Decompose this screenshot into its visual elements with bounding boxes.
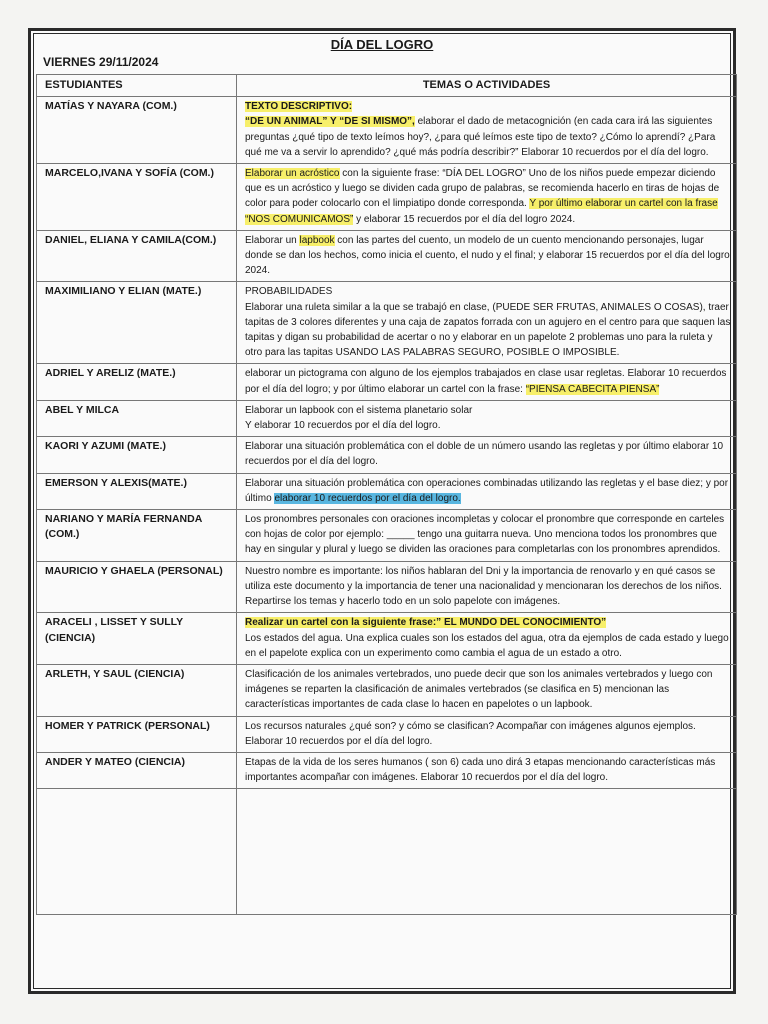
activity-text: Elaborar una situación problemática con el doble de un número usando las regletas y por último elaborar 10 recuerdos por el día del logro. bbox=[245, 441, 724, 468]
student-names: DANIEL, ELIANA Y CAMILA(COM.) bbox=[37, 230, 237, 282]
table-header-row bbox=[37, 75, 737, 97]
highlighted-text: TEXTO DESCRIPTIVO: bbox=[245, 101, 353, 113]
highlighted-text: lapbook bbox=[299, 234, 335, 246]
table-row bbox=[37, 752, 737, 788]
table-row bbox=[37, 510, 737, 562]
student-names: KAORI Y AZUMI (MATE.) bbox=[37, 437, 237, 473]
table-row bbox=[37, 473, 737, 509]
table-row bbox=[37, 437, 737, 473]
student-names: ABEL Y MILCA bbox=[37, 400, 237, 436]
empty-cell bbox=[37, 789, 237, 915]
table-row bbox=[37, 561, 737, 613]
student-names: ANDER Y MATEO (CIENCIA) bbox=[37, 752, 237, 788]
activity-text: Los pronombres personales con oraciones incompletas y colocar el pronombre que corresponde en carteles con hojas de color por ejemplo: _____ tengo una guitarra nueva. Uno menciona todos los pronombres que hay en singular y plural y luego se dividen las oraciones para completarlas con los pronombres aprendidos. bbox=[245, 514, 725, 556]
table-row bbox=[37, 230, 737, 282]
activity-description bbox=[237, 716, 737, 752]
activity-text: Etapas de la vida de los seres humanos ( son 6) cada uno dirá 3 etapas mencionando características más importantes acompañar con imágenes. Elaborar 10 recuerdos por el día del logro. bbox=[245, 756, 716, 784]
table-row bbox=[37, 97, 737, 164]
activity-text: PROBABILIDADES bbox=[245, 286, 333, 298]
activity-text: Los recursos naturales ¿qué son? y cómo se clasifican? Acompañar con imágenes algunos ejemplos. Elaborar 10 recuerdos por el día del logro. bbox=[245, 720, 696, 747]
activity-text: Elaborar un lapbook con el sistema planetario solar bbox=[245, 404, 473, 416]
activity-text: elaborar un pictograma con alguno de los ejemplos trabajados en clase usar regletas. Elaborar 10 recuerdos por el día del logro; y por último elaborar un cartel con la frase: bbox=[245, 368, 727, 395]
activity-text: Elaborar una ruleta similar a la que se trabajó en clase, (PUEDE SER FRUTAS, ANIMALES O COSAS), traer tapitas de 3 colores diferentes y una caja de zapatos forrada con un agujero en el centro para que saquen las tapitas y digan su probabilidad de acertar o no y elaborar en un papelote 2 problemas uno para la ruleta y otro para las tapitas USANDO LAS PALABRAS SEGURO, POSIBLE O IMPOSIBLE. bbox=[245, 301, 731, 359]
activity-text: elaborar el dado de metacognición (en cada cara irá las siguientes preguntas ¿qué tipo de texto leímos hoy?, ¿para qué leímos este tipo de texto? ¿Cómo lo aprendí? ¿Para qué me va a servir lo aprendido? ¿qué más podría describir?” Elaborar 10 recuerdos por el día del logro. bbox=[245, 116, 716, 158]
highlighted-text: Realizar un cartel con la siguiente frase:” EL MUNDO DEL CONOCIMIENTO” bbox=[245, 617, 607, 629]
activity-description bbox=[237, 473, 737, 509]
student-names: NARIANO Y MARÍA FERNANDA (COM.) bbox=[37, 510, 237, 562]
activity-description bbox=[237, 613, 737, 665]
students-column-header: ESTUDIANTES bbox=[37, 75, 237, 97]
activity-text: Y elaborar 10 recuerdos por el día del logro. bbox=[245, 420, 441, 432]
activity-text: con la siguiente frase: “DÍA DEL LOGRO” Uno de los niños puede empezar diciendo que es un acróstico y luego se dividen cada grupo de palabras, se recomienda hacerlo en tiras de hojas de color para poder colocarlo con el limpiatipo donde corresponda. bbox=[245, 168, 720, 210]
activity-description bbox=[237, 364, 737, 400]
table-row bbox=[37, 364, 737, 400]
blue-highlighted-text: elaborar 10 recuerdos por el día del logro. bbox=[274, 492, 461, 504]
student-names: MAURICIO Y GHAELA (PERSONAL) bbox=[37, 561, 237, 613]
table-row bbox=[37, 664, 737, 716]
activity-description bbox=[237, 752, 737, 788]
student-names: ADRIEL Y ARELIZ (MATE.) bbox=[37, 364, 237, 400]
empty-row bbox=[37, 789, 737, 915]
activity-text: Los estados del agua. Una explica cuales son los estados del agua, otra da ejemplos de cada estado y luego en el papelote explica con un experimento como cambia el agua de un estado a otro. bbox=[245, 632, 729, 659]
activity-description bbox=[237, 282, 737, 364]
activity-text: Nuestro nombre es importante: los niños hablaran del Dni y la importancia de renovarlo y en qué casos se utiliza este documento y la importancia de tener una nacionalidad y mencionaran los derechos de los niños. Repartirse los temas y hacerlo todo en un solo papelote con imágenes. bbox=[245, 565, 722, 608]
student-names: MAXIMILIANO Y ELIAN (MATE.) bbox=[37, 282, 237, 364]
activity-description bbox=[237, 400, 737, 436]
topics-column-header: TEMAS O ACTIVIDADES bbox=[237, 75, 737, 97]
highlighted-text: Elaborar un acróstico bbox=[245, 168, 340, 180]
highlighted-text: Y por último elaborar un cartel con la frase “NOS COMUNICAMOS” bbox=[245, 198, 718, 225]
activity-description bbox=[237, 230, 737, 282]
activity-text: Elaborar un bbox=[245, 234, 300, 246]
highlighted-text: “DE UN ANIMAL” Y “DE SI MISMO”, bbox=[245, 116, 415, 128]
table-row bbox=[37, 716, 737, 752]
activity-description bbox=[237, 164, 737, 231]
activity-text: Clasificación de los animales vertebrados, uno puede decir que son los animales vertebrados y luego con imágenes se reparten la clasificación de animales vertebrados (se clasifica en 5) mencionan las características importantes de cada clase lo hacen en papelotes o un lapbook. bbox=[245, 668, 713, 711]
empty-cell bbox=[237, 789, 737, 915]
activity-text: con las partes del cuento, un modelo de un cuento mencionando personajes, lugar donde se dan los hechos, como inicia el cuento, el nudo y el final; y elaborar 15 recuerdos por el día del logro 2024. bbox=[245, 234, 730, 277]
activities-table bbox=[36, 74, 737, 915]
table-row bbox=[37, 282, 737, 364]
activity-description bbox=[237, 664, 737, 716]
date-label: VIERNES 29/11/2024 bbox=[43, 55, 159, 69]
student-names: MARCELO,IVANA Y SOFÍA (COM.) bbox=[37, 164, 237, 231]
student-names: MATÍAS Y NAYARA (COM.) bbox=[37, 97, 237, 164]
activity-description bbox=[237, 97, 737, 164]
activity-description bbox=[237, 510, 737, 562]
document-sheet bbox=[28, 28, 736, 994]
activity-description bbox=[237, 561, 737, 613]
student-names: HOMER Y PATRICK (PERSONAL) bbox=[37, 716, 237, 752]
page-title: DÍA DEL LOGRO bbox=[330, 37, 434, 52]
table-row bbox=[37, 613, 737, 665]
student-names: ARACELI , LISSET Y SULLY (CIENCIA) bbox=[37, 613, 237, 665]
activity-text: y elaborar 15 recuerdos por el día del logro 2024. bbox=[353, 213, 576, 225]
student-names: ARLETH, Y SAUL (CIENCIA) bbox=[37, 664, 237, 716]
table-row bbox=[37, 400, 737, 436]
student-names: EMERSON Y ALEXIS(MATE.) bbox=[37, 473, 237, 509]
highlighted-text: “PIENSA CABECITA PIENSA” bbox=[525, 383, 660, 395]
activity-text: Elaborar una situación problemática con operaciones combinadas utilizando las regletas y el base diez; y por último bbox=[245, 477, 729, 504]
activity-description bbox=[237, 437, 737, 473]
table-row bbox=[37, 164, 737, 231]
